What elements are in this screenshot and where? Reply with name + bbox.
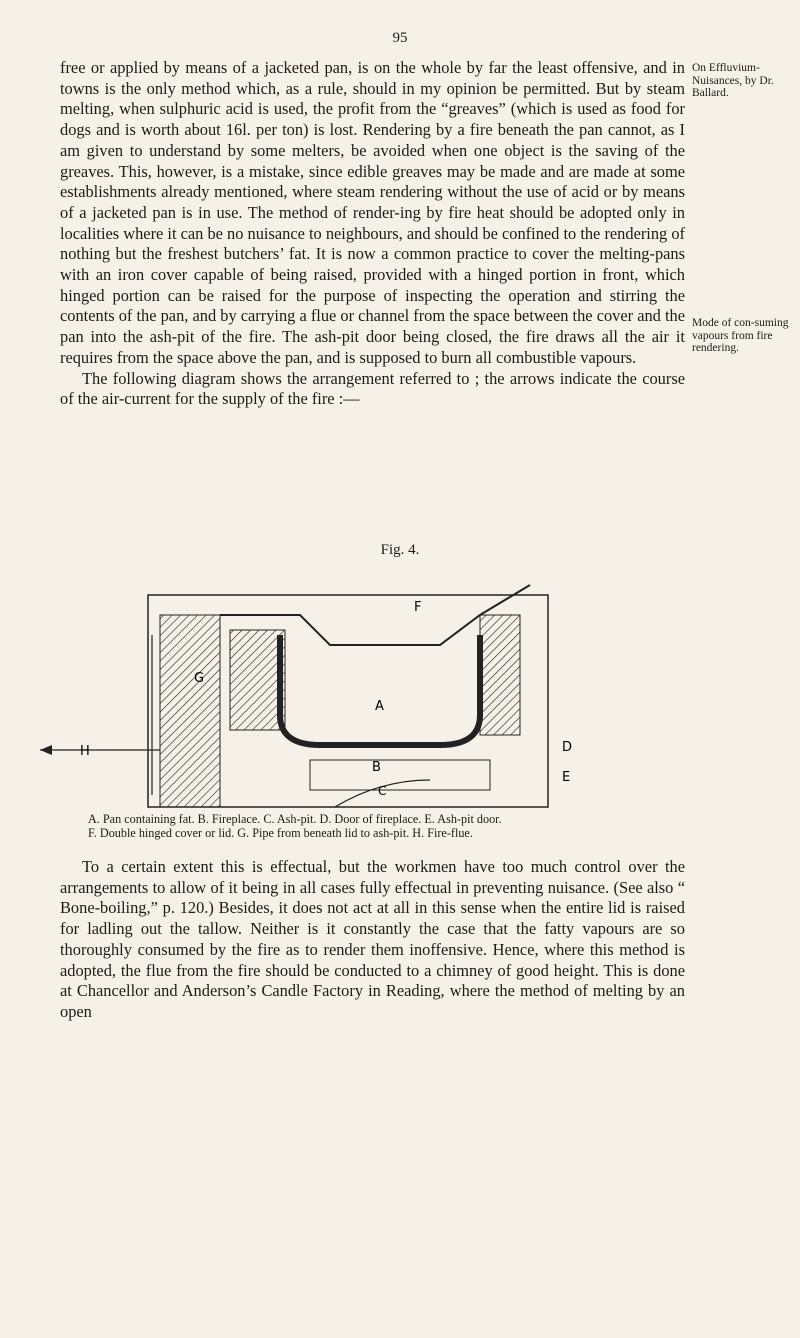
label-e: E [562, 770, 571, 785]
paragraph-1b-text: The following diagram shows the arrangement referred to ; the arrows indicate the course of the air-current for the supply of the fire :— [60, 368, 685, 409]
fireplace-b [310, 760, 490, 790]
body-paragraph-2 [60, 857, 685, 1023]
figure-caption [88, 812, 738, 840]
label-d: D [562, 740, 573, 755]
page-number: 95 [392, 30, 408, 46]
figure-label: Fig. 4. [380, 542, 420, 558]
right-brickwork [480, 615, 520, 735]
margin-note-mode: Mode of con-suming vapours from fire rendering. [692, 317, 789, 354]
label-f: F [414, 600, 422, 615]
label-a: A [375, 699, 384, 714]
paragraph-2-text: To a certain extent this is effectual, but the workmen have too much control over the arrangements to allow of it being in all cases fully effectual in preventing nuisance. (See also “ Bone-boiling,” p. 120.) Besides, it does not act at all in this sense when the entire lid is raised for ladling out the tallow. Neither is it constantly the case that the fatty vapours are so thoroughly consumed by the fire as to render them inoffensive. Hence, where this method is adopted, the flue from the fire should be conducted to a chimney of good height. This is done at Chancellor and Anderson’s Candle Factory in Reading, where the method of melting by an open [60, 857, 685, 1021]
label-b: B [372, 760, 381, 775]
caption-line-1: A. Pan containing fat. B. Fireplace. C. Ash-pit. D. Door of fireplace. E. Ash-pit door. [88, 812, 502, 826]
body-paragraph-1 [60, 58, 685, 410]
pan-a [280, 635, 480, 745]
flue-h-arrowhead [40, 745, 52, 755]
paragraph-1-text: free or applied by means of a jacketed pan, is on the whole by far the least offensive, and in towns is the only method which, as a rule, should in my opinion be permitted. But by steam melting, when sulphuric acid is used, the profit from the “greaves” (which is used as food for dogs and is worth about 16l. per ton) is lost. Rendering by a fire beneath the pan cannot, as I am given to understand by some melters, be avoided when one object is the saving of the greaves. This, however, is a mistake, since edible greaves may be made and are made at some establishments already mentioned, where steam rendering without the use of acid or by means of a jacketed pan is in use. The method of render-ing by fire heat should be adopted only in localities where it can be no nuisance to neighbours, and should be confined to the rendering of nothing but the freshest butchers’ fat. It is now a common practice to cover the melting-pans with an iron cover capable of being raised, provided with a hinged portion in front, which hinged portion can be raised for the purpose of inspecting the operation and stirring the contents of the pan, and by carrying a flue or channel from the space between the cover and the pan into the ash-pit of the fire. The ash-pit door being closed, the fire draws all the air it requires from the space above the pan, and is supposed to burn all combustible vapours. [60, 58, 685, 367]
left-brickwork [160, 615, 220, 807]
caption-line-2: F. Double hinged cover or lid. G. Pipe from beneath lid to ash-pit. H. Fire-flue. [88, 826, 473, 840]
label-g: G [194, 671, 205, 686]
furnace-diagram [80, 575, 610, 807]
margin-note-source: On Effluvium-Nuisances, by Dr. Ballard. [692, 62, 774, 99]
label-c: C [378, 784, 387, 798]
label-h: H [80, 744, 90, 759]
inner-brickwork [230, 630, 285, 730]
